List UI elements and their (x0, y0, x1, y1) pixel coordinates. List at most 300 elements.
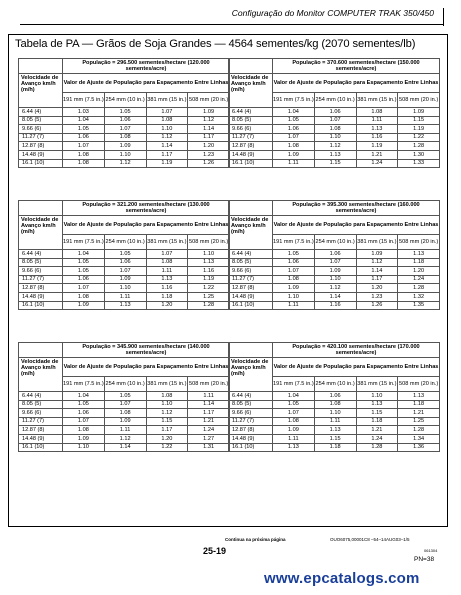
value-cell: 1.09 (104, 275, 146, 284)
value-cell: 1.17 (188, 409, 230, 418)
column-header: 191 mm (7.5 in.) (273, 235, 315, 250)
value-cell: 1.33 (398, 159, 440, 168)
value-cell: 1.12 (104, 434, 146, 443)
value-cell: 1.04 (63, 116, 105, 125)
value-cell: 1.14 (146, 142, 188, 151)
value-cell: 1.12 (314, 284, 356, 293)
speed-cell: 9.66 (6) (19, 409, 63, 418)
value-cell: 1.23 (188, 150, 230, 159)
column-header: 254 mm (10 in.) (104, 377, 146, 392)
table-row (19, 258, 230, 267)
column-header: 381 mm (15 in.) (146, 235, 188, 250)
table-row (229, 142, 440, 151)
speed-cell: 6.44 (4) (229, 392, 273, 401)
value-cell: 1.24 (356, 159, 398, 168)
date-code: 061304 (424, 548, 438, 553)
page-number: 25-19 (203, 546, 227, 556)
table-row (19, 116, 230, 125)
value-cell: 1.11 (273, 301, 315, 310)
value-cell: 1.09 (104, 417, 146, 426)
value-cell: 1.05 (273, 116, 315, 125)
value-cell: 1.21 (188, 417, 230, 426)
value-cell: 1.05 (63, 267, 105, 276)
population-heading: População = 420.100 sementes/hectare (170.000 sementes/acre) (273, 343, 440, 358)
value-cell: 1.31 (188, 443, 230, 452)
speed-cell: 14.48 (9) (229, 150, 273, 159)
value-cell: 1.13 (314, 426, 356, 435)
value-cell: 1.05 (63, 258, 105, 267)
value-cell: 1.05 (273, 250, 315, 259)
value-cell: 1.10 (104, 284, 146, 293)
value-cell: 1.21 (398, 409, 440, 418)
value-cell: 1.12 (104, 159, 146, 168)
value-cell: 1.20 (356, 284, 398, 293)
value-cell: 1.17 (146, 150, 188, 159)
value-cell: 1.24 (356, 434, 398, 443)
speed-cell: 9.66 (6) (19, 125, 63, 134)
watermark-text: www.epcatalogs.com (264, 570, 420, 587)
speed-cell: 11.27 (7) (229, 133, 273, 142)
value-cell: 1.08 (273, 417, 315, 426)
value-cell: 1.08 (314, 125, 356, 134)
table-row (229, 284, 440, 293)
speed-cell: 14.48 (9) (19, 434, 63, 443)
value-cell: 1.20 (146, 434, 188, 443)
value-cell: 1.16 (188, 267, 230, 276)
population-table (18, 58, 230, 168)
value-cell: 1.17 (356, 275, 398, 284)
speed-cell: 14.48 (9) (19, 292, 63, 301)
value-cell: 1.06 (63, 409, 105, 418)
table-row (229, 275, 440, 284)
value-cell: 1.13 (188, 258, 230, 267)
table-row (229, 159, 440, 168)
value-cell: 1.09 (188, 108, 230, 117)
column-header: 381 mm (15 in.) (356, 235, 398, 250)
value-cell: 1.08 (273, 275, 315, 284)
speed-cell: 14.48 (9) (229, 434, 273, 443)
header-title: Configuração do Monitor COMPUTER TRAK 350/450 (231, 8, 434, 18)
value-cell: 1.22 (146, 443, 188, 452)
column-header: 508 mm (20 in.) (398, 93, 440, 108)
value-cell: 1.09 (273, 150, 315, 159)
document-code: OUO6075,00001C8 –54–14AUG03–1/5 (330, 537, 410, 542)
table-row (19, 275, 230, 284)
value-cell: 1.07 (273, 133, 315, 142)
value-cell: 1.08 (63, 159, 105, 168)
value-cell: 1.10 (314, 133, 356, 142)
value-cell: 1.07 (63, 284, 105, 293)
table-row (19, 133, 230, 142)
speed-cell: 16.1 (10) (19, 159, 63, 168)
speed-cell: 16.1 (10) (229, 301, 273, 310)
population-table (228, 200, 440, 310)
value-cell: 1.24 (398, 275, 440, 284)
table-row (229, 417, 440, 426)
value-cell: 1.36 (398, 443, 440, 452)
value-cell: 1.06 (63, 275, 105, 284)
value-cell: 1.15 (356, 409, 398, 418)
column-header: 254 mm (10 in.) (314, 93, 356, 108)
speed-cell: 8.05 (5) (19, 116, 63, 125)
value-cell: 1.08 (104, 409, 146, 418)
value-cell: 1.20 (398, 267, 440, 276)
value-cell: 1.21 (356, 150, 398, 159)
value-cell: 1.26 (188, 159, 230, 168)
table-row (19, 426, 230, 435)
value-cell: 1.28 (188, 301, 230, 310)
value-cell: 1.22 (398, 133, 440, 142)
column-header: 191 mm (7.5 in.) (63, 93, 105, 108)
value-cell: 1.16 (146, 284, 188, 293)
value-cell: 1.16 (356, 133, 398, 142)
table-row (19, 400, 230, 409)
column-header: 508 mm (20 in.) (188, 235, 230, 250)
speed-cell: 12.87 (8) (229, 426, 273, 435)
value-cell: 1.13 (146, 275, 188, 284)
table-row (229, 125, 440, 134)
table-row (229, 258, 440, 267)
value-cell: 1.11 (356, 116, 398, 125)
value-cell: 1.07 (104, 125, 146, 134)
population-table (228, 342, 440, 452)
value-cell: 1.08 (146, 392, 188, 401)
column-header: 381 mm (15 in.) (356, 93, 398, 108)
speed-cell: 8.05 (5) (19, 400, 63, 409)
value-cell: 1.10 (63, 443, 105, 452)
value-cell: 1.25 (398, 417, 440, 426)
population-heading: População = 321.200 sementes/hectare (130.000 sementes/acre) (63, 201, 230, 216)
value-cell: 1.07 (273, 267, 315, 276)
speed-cell: 12.87 (8) (19, 426, 63, 435)
value-cell: 1.05 (104, 250, 146, 259)
table-row (19, 301, 230, 310)
value-cell: 1.06 (314, 108, 356, 117)
column-header: 508 mm (20 in.) (398, 235, 440, 250)
table-row (19, 434, 230, 443)
value-cell: 1.18 (398, 400, 440, 409)
table-row (229, 250, 440, 259)
value-cell: 1.09 (273, 426, 315, 435)
column-header: 191 mm (7.5 in.) (273, 377, 315, 392)
value-cell: 1.09 (398, 108, 440, 117)
value-cell: 1.14 (188, 125, 230, 134)
speed-header: Velocidade de Avanço km/h (m/h) (229, 358, 273, 392)
value-cell: 1.05 (273, 400, 315, 409)
adjust-header: Valor de Ajuste de População para Espaçamento Entre Linhas (273, 358, 440, 377)
value-cell: 1.18 (314, 443, 356, 452)
value-cell: 1.10 (146, 125, 188, 134)
value-cell: 1.03 (63, 108, 105, 117)
speed-header: Velocidade de Avanço km/h (m/h) (19, 74, 63, 108)
table-row (229, 108, 440, 117)
adjust-header: Valor de Ajuste de População para Espaçamento Entre Linhas (273, 216, 440, 235)
table-row (19, 125, 230, 134)
table-row (229, 434, 440, 443)
column-header: 381 mm (15 in.) (146, 377, 188, 392)
population-table (18, 342, 230, 452)
table-row (229, 150, 440, 159)
value-cell: 1.14 (104, 443, 146, 452)
value-cell: 1.15 (146, 417, 188, 426)
column-header: 191 mm (7.5 in.) (63, 235, 105, 250)
speed-cell: 11.27 (7) (19, 133, 63, 142)
table-row (19, 417, 230, 426)
value-cell: 1.13 (273, 443, 315, 452)
document-title: Tabela de PA — Grãos de Soja Grandes — 4564 sementes/kg (2070 sementes/lb) (15, 38, 416, 50)
value-cell: 1.20 (188, 142, 230, 151)
population-heading: População = 370.600 sementes/hectare (150.000 sementes/acre) (273, 59, 440, 74)
value-cell: 1.08 (104, 133, 146, 142)
table-row (19, 108, 230, 117)
speed-cell: 11.27 (7) (229, 275, 273, 284)
speed-cell: 9.66 (6) (229, 125, 273, 134)
adjust-header: Valor de Ajuste de População para Espaçamento Entre Linhas (63, 74, 230, 93)
column-header: 381 mm (15 in.) (146, 93, 188, 108)
speed-cell: 14.48 (9) (19, 150, 63, 159)
column-header: 254 mm (10 in.) (104, 235, 146, 250)
value-cell: 1.11 (273, 434, 315, 443)
population-heading: População = 345.900 sementes/hectare (140.000 sementes/acre) (63, 343, 230, 358)
speed-cell: 9.66 (6) (229, 409, 273, 418)
table-row (229, 426, 440, 435)
column-header: 254 mm (10 in.) (314, 377, 356, 392)
speed-cell: 16.1 (10) (19, 301, 63, 310)
table-row (19, 150, 230, 159)
value-cell: 1.07 (63, 417, 105, 426)
value-cell: 1.14 (314, 292, 356, 301)
value-cell: 1.10 (146, 400, 188, 409)
table-row (19, 392, 230, 401)
adjust-header: Valor de Ajuste de População para Espaçamento Entre Linhas (63, 216, 230, 235)
population-table (228, 58, 440, 168)
value-cell: 1.08 (273, 142, 315, 151)
value-cell: 1.30 (398, 150, 440, 159)
speed-cell: 11.27 (7) (19, 417, 63, 426)
table-row (229, 301, 440, 310)
value-cell: 1.07 (314, 258, 356, 267)
value-cell: 1.10 (273, 292, 315, 301)
value-cell: 1.08 (146, 116, 188, 125)
value-cell: 1.19 (398, 125, 440, 134)
value-cell: 1.22 (188, 284, 230, 293)
value-cell: 1.09 (314, 267, 356, 276)
value-cell: 1.07 (146, 108, 188, 117)
table-row (229, 443, 440, 452)
table-row (19, 443, 230, 452)
speed-cell: 16.1 (10) (229, 443, 273, 452)
value-cell: 1.12 (146, 133, 188, 142)
value-cell: 1.19 (188, 275, 230, 284)
table-row (229, 409, 440, 418)
value-cell: 1.07 (273, 409, 315, 418)
value-cell: 1.08 (314, 400, 356, 409)
value-cell: 1.07 (104, 267, 146, 276)
speed-cell: 12.87 (8) (229, 142, 273, 151)
value-cell: 1.23 (356, 292, 398, 301)
value-cell: 1.09 (63, 434, 105, 443)
speed-cell: 11.27 (7) (19, 275, 63, 284)
table-row (229, 116, 440, 125)
column-header: 508 mm (20 in.) (398, 377, 440, 392)
value-cell: 1.28 (398, 426, 440, 435)
speed-cell: 6.44 (4) (229, 108, 273, 117)
value-cell: 1.08 (63, 426, 105, 435)
value-cell: 1.24 (188, 426, 230, 435)
table-row (19, 292, 230, 301)
value-cell: 1.13 (104, 301, 146, 310)
adjust-header: Valor de Ajuste de População para Espaçamento Entre Linhas (273, 74, 440, 93)
speed-header: Velocidade de Avanço km/h (m/h) (229, 74, 273, 108)
table-row (19, 284, 230, 293)
value-cell: 1.19 (146, 159, 188, 168)
value-cell: 1.28 (398, 284, 440, 293)
value-cell: 1.05 (104, 108, 146, 117)
value-cell: 1.11 (104, 292, 146, 301)
column-header: 191 mm (7.5 in.) (273, 93, 315, 108)
speed-cell: 6.44 (4) (19, 250, 63, 259)
table-row (19, 250, 230, 259)
value-cell: 1.15 (314, 159, 356, 168)
speed-cell: 9.66 (6) (19, 267, 63, 276)
value-cell: 1.09 (63, 301, 105, 310)
value-cell: 1.35 (398, 301, 440, 310)
value-cell: 1.16 (314, 301, 356, 310)
value-cell: 1.08 (63, 150, 105, 159)
speed-cell: 8.05 (5) (229, 400, 273, 409)
table-row (19, 142, 230, 151)
value-cell: 1.08 (146, 258, 188, 267)
value-cell: 1.09 (273, 284, 315, 293)
value-cell: 1.11 (188, 392, 230, 401)
value-cell: 1.27 (188, 434, 230, 443)
speed-header: Velocidade de Avanço km/h (m/h) (19, 216, 63, 250)
value-cell: 1.06 (273, 258, 315, 267)
value-cell: 1.04 (273, 108, 315, 117)
value-cell: 1.13 (398, 392, 440, 401)
value-cell: 1.07 (63, 142, 105, 151)
value-cell: 1.12 (314, 142, 356, 151)
value-cell: 1.26 (356, 301, 398, 310)
table-row (19, 409, 230, 418)
value-cell: 1.28 (398, 142, 440, 151)
column-header: 191 mm (7.5 in.) (63, 377, 105, 392)
value-cell: 1.06 (104, 116, 146, 125)
value-cell: 1.13 (356, 400, 398, 409)
value-cell: 1.06 (314, 392, 356, 401)
value-cell: 1.06 (63, 133, 105, 142)
column-header: 508 mm (20 in.) (188, 93, 230, 108)
speed-cell: 16.1 (10) (229, 159, 273, 168)
value-cell: 1.04 (63, 250, 105, 259)
speed-cell: 9.66 (6) (229, 267, 273, 276)
value-cell: 1.15 (398, 116, 440, 125)
column-header: 254 mm (10 in.) (104, 93, 146, 108)
header-bar (443, 8, 444, 26)
speed-cell: 11.27 (7) (229, 417, 273, 426)
speed-header: Velocidade de Avanço km/h (m/h) (19, 358, 63, 392)
value-cell: 1.11 (146, 267, 188, 276)
page-header (0, 8, 452, 26)
pn-code: PN=38 (414, 556, 435, 563)
column-header: 254 mm (10 in.) (314, 235, 356, 250)
value-cell: 1.07 (146, 250, 188, 259)
value-cell: 1.32 (398, 292, 440, 301)
value-cell: 1.07 (314, 116, 356, 125)
table-row (229, 267, 440, 276)
value-cell: 1.05 (63, 400, 105, 409)
value-cell: 1.10 (188, 250, 230, 259)
table-row (229, 400, 440, 409)
value-cell: 1.14 (356, 267, 398, 276)
table-row (19, 267, 230, 276)
population-heading: População = 395.300 sementes/hectare (160.000 sementes/acre) (273, 201, 440, 216)
column-header: 508 mm (20 in.) (188, 377, 230, 392)
value-cell: 1.05 (63, 125, 105, 134)
speed-cell: 8.05 (5) (229, 116, 273, 125)
value-cell: 1.11 (314, 417, 356, 426)
value-cell: 1.10 (314, 409, 356, 418)
value-cell: 1.09 (356, 250, 398, 259)
speed-cell: 12.87 (8) (229, 284, 273, 293)
value-cell: 1.07 (104, 400, 146, 409)
adjust-header: Valor de Ajuste de População para Espaçamento Entre Linhas (63, 358, 230, 377)
value-cell: 1.21 (356, 426, 398, 435)
speed-cell: 16.1 (10) (19, 443, 63, 452)
value-cell: 1.12 (356, 258, 398, 267)
value-cell: 1.20 (146, 301, 188, 310)
table-row (229, 292, 440, 301)
value-cell: 1.04 (63, 392, 105, 401)
value-cell: 1.06 (104, 258, 146, 267)
table-row (229, 133, 440, 142)
value-cell: 1.28 (356, 443, 398, 452)
value-cell: 1.19 (356, 142, 398, 151)
value-cell: 1.04 (273, 392, 315, 401)
value-cell: 1.17 (146, 426, 188, 435)
header-rule (20, 24, 444, 25)
value-cell: 1.25 (188, 292, 230, 301)
speed-cell: 8.05 (5) (229, 258, 273, 267)
value-cell: 1.14 (188, 400, 230, 409)
value-cell: 1.11 (273, 159, 315, 168)
table-row (19, 159, 230, 168)
value-cell: 1.10 (356, 392, 398, 401)
value-cell: 1.13 (314, 150, 356, 159)
value-cell: 1.13 (356, 125, 398, 134)
population-table (18, 200, 230, 310)
speed-cell: 6.44 (4) (229, 250, 273, 259)
value-cell: 1.18 (356, 417, 398, 426)
speed-cell: 14.48 (9) (229, 292, 273, 301)
speed-header: Velocidade de Avanço km/h (m/h) (229, 216, 273, 250)
value-cell: 1.12 (188, 116, 230, 125)
speed-cell: 6.44 (4) (19, 392, 63, 401)
value-cell: 1.18 (146, 292, 188, 301)
value-cell: 1.06 (314, 250, 356, 259)
value-cell: 1.12 (146, 409, 188, 418)
speed-cell: 12.87 (8) (19, 284, 63, 293)
value-cell: 1.15 (314, 434, 356, 443)
continues-note: Continua na próxima página (225, 537, 286, 542)
value-cell: 1.08 (356, 108, 398, 117)
population-heading: População = 296.500 sementes/hectare (120.000 sementes/acre) (63, 59, 230, 74)
value-cell: 1.09 (104, 142, 146, 151)
value-cell: 1.34 (398, 434, 440, 443)
speed-cell: 6.44 (4) (19, 108, 63, 117)
speed-cell: 12.87 (8) (19, 142, 63, 151)
table-row (229, 392, 440, 401)
